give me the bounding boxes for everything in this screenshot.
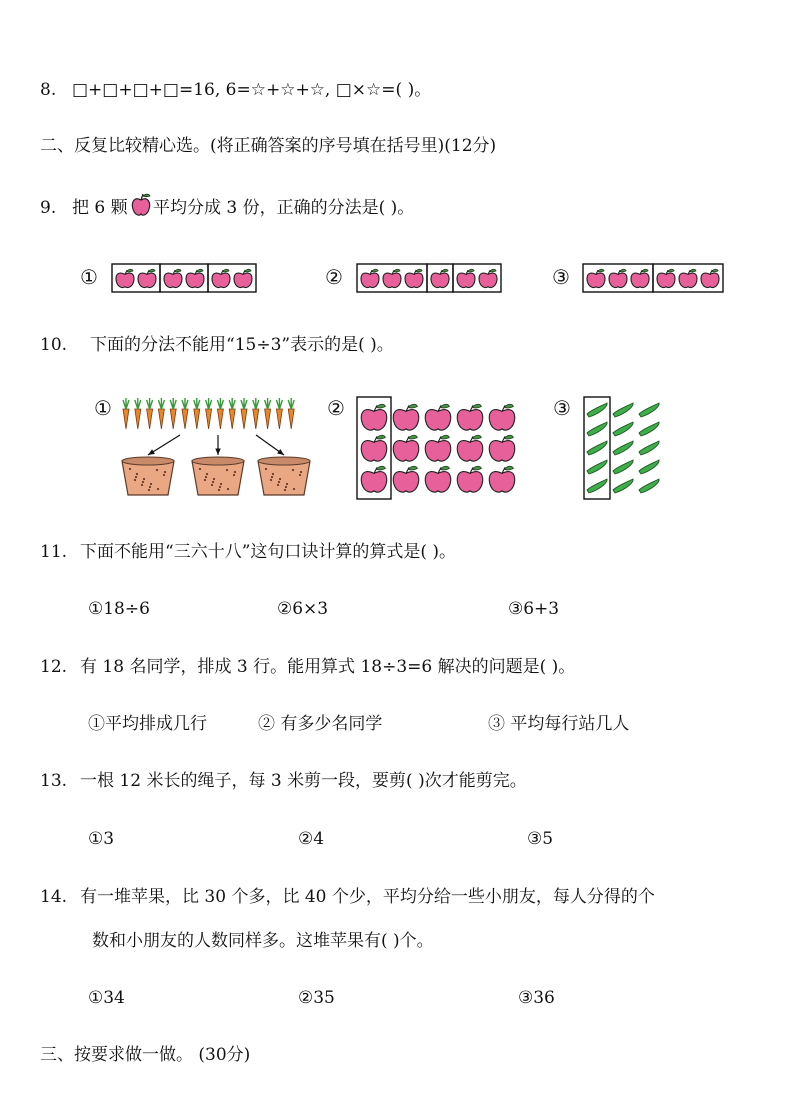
carrot-icon [206,398,212,429]
apple-icon [679,269,697,287]
carrot-icon [170,398,176,429]
carrot-icon [229,398,235,429]
apple-icon [393,404,418,430]
q12-option-2[interactable]: ② 有多少名同学 [258,714,383,734]
q9-option-1-marker[interactable]: ① [80,265,98,289]
question-10-text: 下面的分法不能用“15÷3”表示的是( )。 [90,335,394,355]
apple-icon [393,435,418,461]
question-11-number: 11. [40,542,68,562]
apple-icon [130,192,152,218]
q14-option-2[interactable]: ②35 [298,988,335,1008]
apple-icon [609,269,627,287]
cucumber-icon [613,441,633,455]
cucumber-icon [613,479,633,493]
question-9-number: 9. [40,198,57,218]
q9-option-2-figure[interactable] [356,262,506,294]
section-3-title: 三、按要求做一做。 (30分) [40,1045,251,1065]
cucumber-icon [587,460,607,474]
q11-option-3[interactable]: ③6+3 [508,599,560,619]
apple-icon [164,269,182,287]
section-2-title: 二、反复比较精心选。(将正确答案的序号填在括号里)(12分) [40,136,497,156]
carrot-icon [217,398,223,429]
carrot-icon [147,398,153,429]
question-12-text: 有 18 名同学，排成 3 行。能用算式 18÷3=6 解决的问题是( )。 [80,657,576,677]
q13-option-3[interactable]: ③5 [527,829,554,849]
apple-icon [479,269,497,287]
q13-option-2[interactable]: ②4 [298,829,325,849]
apple-icon [489,435,514,461]
apple-icon [405,269,423,287]
carrot-icon [182,398,188,429]
question-11-text: 下面不能用“三六十八”这句口诀计算的算式是( )。 [80,542,457,562]
q12-option-1[interactable]: ①平均排成几行 [88,714,207,734]
question-8-text: □+□+□+□=16, 6=☆+☆+☆, □×☆=( )。 [72,80,432,100]
q10-option-3-figure[interactable] [583,396,673,500]
apple-icon [393,466,418,492]
apple-icon [657,269,675,287]
basket-icon [192,457,244,495]
question-14-text-line-1: 有一堆苹果，比 30 个多，比 40 个少，平均分给一些小朋友，每人分得的个 [80,887,655,907]
question-14-number: 14. [40,887,68,907]
apple-icon [361,435,386,461]
apple-icon [425,435,450,461]
q14-option-1[interactable]: ①34 [88,988,125,1008]
apple-icon [457,404,482,430]
apple-icon [425,466,450,492]
apple-icon [587,269,605,287]
apple-icon [212,269,230,287]
q11-option-2[interactable]: ②6×3 [277,599,329,619]
apple-icon [701,269,719,287]
question-9-text-before: 把 6 颗 [72,198,128,218]
q9-option-1-figure[interactable] [111,262,261,294]
carrot-icon [276,398,282,429]
cucumber-icon [639,479,659,493]
apple-icon [186,269,204,287]
apple-icon [425,404,450,430]
carrot-icon [265,398,271,429]
q10-option-2-figure[interactable] [355,396,525,500]
apple-icon [489,404,514,430]
cucumber-icon [587,422,607,436]
basket-icon [258,457,310,495]
carrot-icon [158,398,164,429]
q10-option-3-marker[interactable]: ③ [553,396,571,420]
apple-icon [138,269,156,287]
cucumber-icon [587,441,607,455]
apple-icon [361,466,386,492]
question-10-number: 10. [40,335,68,355]
basket-icon [122,457,174,495]
q10-option-2-marker[interactable]: ② [327,396,345,420]
cucumber-icon [613,460,633,474]
carrot-icon [135,398,141,429]
cucumber-icon [613,403,633,417]
carrot-icon [241,398,247,429]
q12-option-3[interactable]: ③ 平均每行站几人 [488,714,630,734]
apple-icon [457,435,482,461]
cucumber-icon [613,422,633,436]
apple-icon [383,269,401,287]
q10-option-1-marker[interactable]: ① [94,396,112,420]
apple-icon [457,269,475,287]
carrot-icon [288,398,294,429]
cucumber-icon [639,403,659,417]
cucumber-icon [639,441,659,455]
question-12-number: 12. [40,657,68,677]
cucumber-icon [639,460,659,474]
cucumber-icon [587,479,607,493]
apple-icon [431,269,449,287]
q14-option-3[interactable]: ③36 [518,988,555,1008]
apple-icon [361,269,379,287]
carrot-icon [123,398,129,429]
apple-icon [116,269,134,287]
cucumber-icon [587,403,607,417]
carrot-icon [253,398,259,429]
question-13-number: 13. [40,771,68,791]
q13-option-1[interactable]: ①3 [88,829,115,849]
q9-option-3-figure[interactable] [582,262,722,294]
q10-option-1-figure[interactable] [118,395,318,500]
arrow-icon [256,435,284,455]
arrow-icon [148,435,180,455]
q9-option-3-marker[interactable]: ③ [552,265,570,289]
apple-icon [361,404,386,430]
cucumber-icon [639,422,659,436]
apple-icon [457,466,482,492]
question-14-text-line-2: 数和小朋友的人数同样多。这堆苹果有( )个。 [92,931,434,951]
carrot-icon [194,398,200,429]
apple-icon [631,269,649,287]
apple-icon [234,269,252,287]
apple-icon [489,466,514,492]
question-9-text-after: 平均分成 3 份，正确的分法是( )。 [153,198,415,218]
q9-option-2-marker[interactable]: ② [325,265,343,289]
question-8-number: 8. [40,80,57,100]
arrow-icon [215,435,220,455]
q11-option-1[interactable]: ①18÷6 [88,599,150,619]
question-13-text: 一根 12 米长的绳子，每 3 米剪一段，要剪( )次才能剪完。 [80,771,527,791]
